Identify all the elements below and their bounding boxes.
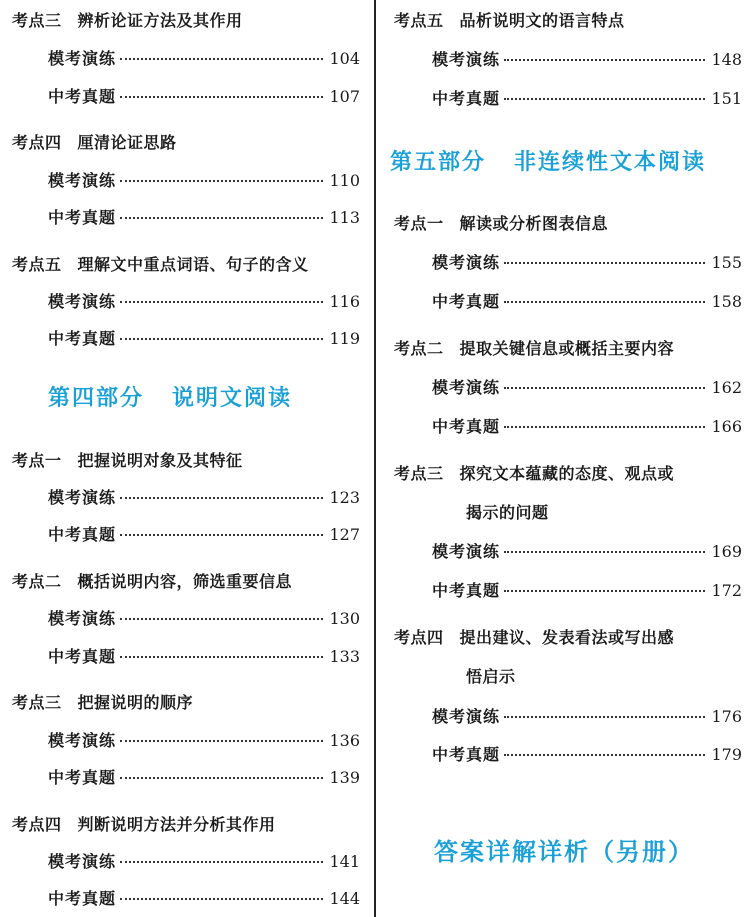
entry-label: 模考演练 bbox=[48, 488, 117, 507]
section-title: 非连续性文本阅读 bbox=[514, 150, 707, 175]
topic-code: 考点一 bbox=[394, 214, 444, 233]
entry-label: 中考真题 bbox=[48, 768, 117, 787]
topic-heading[interactable] bbox=[394, 8, 625, 31]
leader-dots bbox=[120, 301, 323, 303]
page-number: 141 bbox=[329, 852, 360, 871]
page-number: 133 bbox=[329, 647, 360, 666]
entry-label: 模考演练 bbox=[432, 253, 501, 272]
toc-entry[interactable] bbox=[48, 644, 360, 667]
topic-heading[interactable] bbox=[12, 252, 309, 275]
page-number: 148 bbox=[711, 50, 742, 69]
leader-dots bbox=[504, 387, 705, 389]
topic-code: 考点四 bbox=[12, 133, 62, 152]
topic-name: 提取关键信息或概括主要内容 bbox=[459, 339, 675, 358]
topic-code: 考点一 bbox=[12, 451, 62, 470]
topic-heading[interactable] bbox=[394, 336, 674, 359]
topic-code: 考点四 bbox=[394, 628, 444, 647]
entry-label: 模考演练 bbox=[432, 50, 501, 69]
page-number: 110 bbox=[329, 171, 360, 190]
entry-label: 中考真题 bbox=[48, 889, 117, 908]
page-number: 113 bbox=[329, 208, 360, 227]
toc-entry[interactable] bbox=[48, 522, 360, 545]
topic-name: 判断说明方法并分析其作用 bbox=[77, 815, 276, 834]
leader-dots bbox=[504, 301, 705, 303]
leader-dots bbox=[504, 262, 705, 264]
topic-heading[interactable] bbox=[12, 569, 292, 592]
entry-label: 中考真题 bbox=[432, 745, 501, 764]
entry-label: 中考真题 bbox=[48, 329, 117, 348]
section-heading bbox=[48, 381, 292, 412]
entry-label: 中考真题 bbox=[432, 581, 501, 600]
leader-dots bbox=[504, 98, 705, 100]
toc-entry[interactable] bbox=[48, 168, 360, 191]
topic-heading[interactable] bbox=[12, 690, 193, 713]
topic-name: 辨析论证方法及其作用 bbox=[77, 11, 243, 30]
leader-dots bbox=[120, 534, 323, 536]
entry-label: 中考真题 bbox=[48, 647, 117, 666]
topic-name-continuation: 悟启示 bbox=[466, 667, 516, 686]
topic-name: 厘清论证思路 bbox=[77, 133, 177, 152]
toc-entry[interactable] bbox=[432, 578, 742, 601]
page-number: 130 bbox=[329, 609, 360, 628]
topic-code: 考点三 bbox=[394, 464, 444, 483]
page-number: 162 bbox=[711, 378, 742, 397]
page-number: 139 bbox=[329, 768, 360, 787]
entry-label: 模考演练 bbox=[432, 542, 501, 561]
page-number: 176 bbox=[711, 707, 742, 726]
column-divider bbox=[374, 0, 376, 917]
topic-name: 概括说明内容，筛选重要信息 bbox=[77, 572, 293, 591]
page-number: 136 bbox=[329, 731, 360, 750]
page-number: 155 bbox=[711, 253, 742, 272]
toc-entry[interactable] bbox=[432, 289, 742, 312]
entry-label: 中考真题 bbox=[432, 292, 501, 311]
topic-code: 考点三 bbox=[12, 11, 62, 30]
topic-code: 考点三 bbox=[12, 693, 62, 712]
leader-dots bbox=[120, 740, 323, 742]
topic-name: 提出建议、发表看法或写出感 bbox=[459, 628, 675, 647]
topic-name: 把握说明对象及其特征 bbox=[77, 451, 243, 470]
topic-code: 考点二 bbox=[12, 572, 62, 591]
leader-dots bbox=[120, 96, 323, 98]
topic-heading[interactable] bbox=[394, 211, 608, 234]
page-number: 107 bbox=[329, 87, 360, 106]
toc-entry[interactable] bbox=[48, 289, 360, 312]
toc-entry[interactable] bbox=[48, 485, 360, 508]
entry-label: 中考真题 bbox=[432, 89, 501, 108]
toc-entry[interactable] bbox=[432, 250, 742, 273]
toc-entry[interactable] bbox=[432, 86, 742, 109]
leader-dots bbox=[504, 59, 705, 61]
topic-name-continuation: 揭示的问题 bbox=[466, 503, 549, 522]
leader-dots bbox=[120, 180, 323, 182]
topic-name: 把握说明的顺序 bbox=[77, 693, 194, 712]
entry-label: 中考真题 bbox=[432, 417, 501, 436]
toc-entry[interactable] bbox=[432, 742, 742, 765]
page-number: 144 bbox=[329, 889, 360, 908]
toc-entry[interactable] bbox=[432, 704, 742, 727]
leader-dots bbox=[120, 338, 323, 340]
leader-dots bbox=[120, 777, 323, 779]
leader-dots bbox=[120, 656, 323, 658]
topic-code: 考点五 bbox=[12, 255, 62, 274]
toc-entry[interactable] bbox=[432, 375, 742, 398]
entry-label: 模考演练 bbox=[48, 852, 117, 871]
page-number: 116 bbox=[329, 292, 360, 311]
page-number: 119 bbox=[329, 329, 360, 348]
toc-entry[interactable] bbox=[432, 47, 742, 70]
topic-code: 考点二 bbox=[394, 339, 444, 358]
leader-dots bbox=[120, 861, 323, 863]
section-number: 第四部分 bbox=[48, 386, 145, 411]
topic-code: 考点四 bbox=[12, 815, 62, 834]
page-number: 104 bbox=[329, 49, 360, 68]
toc-entry[interactable] bbox=[48, 205, 360, 228]
leader-dots bbox=[120, 898, 323, 900]
toc-entry[interactable] bbox=[48, 84, 360, 107]
section-number: 第五部分 bbox=[390, 150, 487, 175]
topic-heading[interactable] bbox=[12, 8, 243, 31]
leader-dots bbox=[120, 497, 323, 499]
toc-entry[interactable] bbox=[48, 728, 360, 751]
entry-label: 中考真题 bbox=[48, 525, 117, 544]
toc-entry[interactable] bbox=[48, 606, 360, 629]
page-number: 123 bbox=[329, 488, 360, 507]
leader-dots bbox=[504, 551, 705, 553]
section-heading bbox=[390, 145, 706, 176]
toc-entry[interactable] bbox=[48, 46, 360, 69]
page-number: 166 bbox=[711, 417, 742, 436]
toc-entry[interactable] bbox=[48, 886, 360, 909]
topic-heading[interactable] bbox=[394, 461, 674, 484]
topic-heading[interactable] bbox=[12, 448, 243, 471]
entry-label: 中考真题 bbox=[48, 208, 117, 227]
topic-name: 探究文本蕴藏的态度、观点或 bbox=[459, 464, 675, 483]
leader-dots bbox=[120, 58, 323, 60]
answer-booklet-title[interactable]: 答案详解详析（另册） bbox=[434, 838, 694, 866]
page-number: 172 bbox=[711, 581, 742, 600]
page-number: 158 bbox=[711, 292, 742, 311]
topic-name: 解读或分析图表信息 bbox=[459, 214, 609, 233]
toc-entry[interactable] bbox=[432, 539, 742, 562]
section-title: 说明文阅读 bbox=[172, 386, 293, 411]
leader-dots bbox=[504, 590, 705, 592]
entry-label: 中考真题 bbox=[48, 87, 117, 106]
entry-label: 模考演练 bbox=[48, 49, 117, 68]
leader-dots bbox=[120, 217, 323, 219]
page-number: 169 bbox=[711, 542, 742, 561]
entry-label: 模考演练 bbox=[48, 292, 117, 311]
entry-label: 模考演练 bbox=[48, 609, 117, 628]
page-number: 127 bbox=[329, 525, 360, 544]
topic-heading[interactable] bbox=[394, 625, 674, 648]
toc-entry[interactable] bbox=[432, 414, 742, 437]
entry-label: 模考演练 bbox=[432, 378, 501, 397]
leader-dots bbox=[504, 716, 705, 718]
topic-name: 品析说明文的语言特点 bbox=[459, 11, 625, 30]
leader-dots bbox=[120, 618, 323, 620]
entry-label: 模考演练 bbox=[48, 731, 117, 750]
toc-entry[interactable] bbox=[48, 326, 360, 349]
toc-entry[interactable] bbox=[48, 849, 360, 872]
toc-entry[interactable] bbox=[48, 765, 360, 788]
topic-name: 理解文中重点词语、句子的含义 bbox=[77, 255, 309, 274]
entry-label: 模考演练 bbox=[432, 707, 501, 726]
topic-heading[interactable] bbox=[12, 812, 276, 835]
entry-label: 模考演练 bbox=[48, 171, 117, 190]
leader-dots bbox=[504, 754, 705, 756]
page-number: 179 bbox=[711, 745, 742, 764]
topic-heading[interactable] bbox=[12, 130, 177, 153]
page-number: 151 bbox=[711, 89, 742, 108]
topic-code: 考点五 bbox=[394, 11, 444, 30]
leader-dots bbox=[504, 426, 705, 428]
